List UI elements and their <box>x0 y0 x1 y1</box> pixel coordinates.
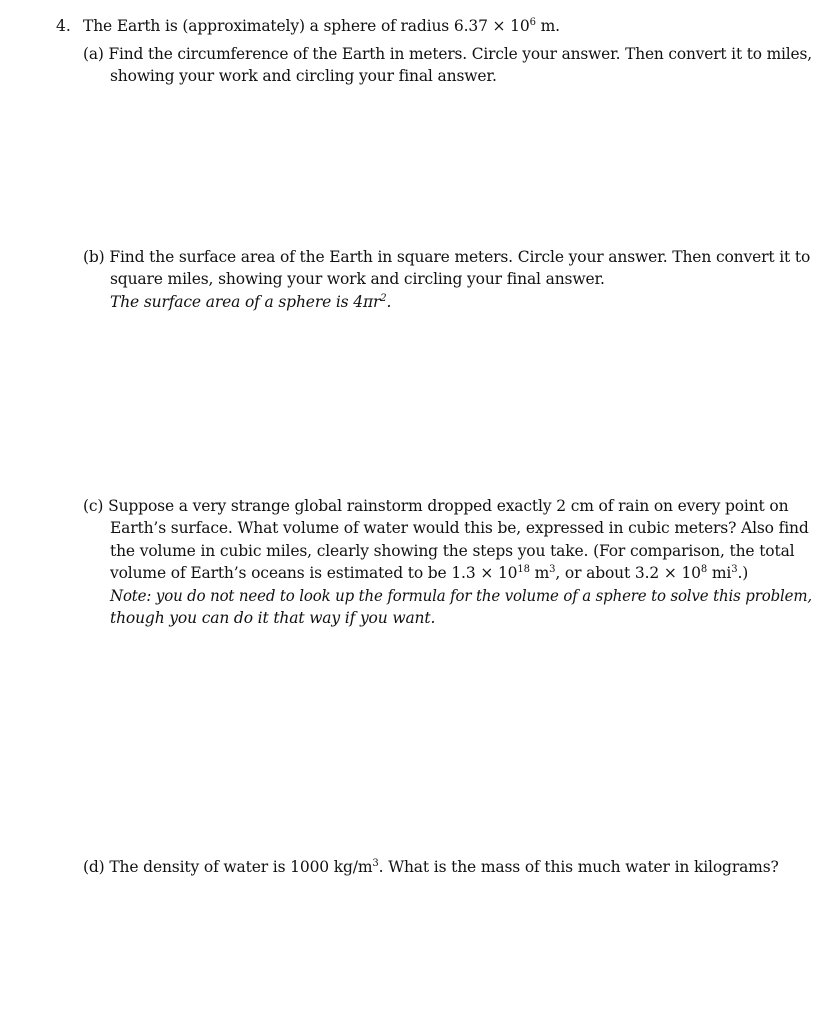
part-c-note1: Note: you do not need to look up the formula for the volume of a sphere to solve this problem, <box>110 587 813 605</box>
part-b-hint: The surface area of a sphere is $4\pi r^2$. <box>110 292 392 311</box>
part-b-label: (b) <box>83 248 105 266</box>
part-c-line1: (c) Suppose a very strange global rainstorm dropped exactly 2 cm of rain on every point on <box>83 497 789 515</box>
part-b-line1: (b) Find the surface area of the Earth in square meters. Circle your answer. Then convert it to <box>83 248 811 266</box>
question-stem: The Earth is (approximately) a sphere of radius $6.37 \times 10^6$ m. <box>83 16 560 35</box>
part-c-line3: the volume in cubic miles, clearly showing the steps you take. (For comparison, the total <box>110 542 795 560</box>
part-a-label: (a) <box>83 45 104 63</box>
part-a-line1: (a) Find the circumference of the Earth in meters. Circle your answer. Then convert it to miles, <box>83 45 812 63</box>
part-c-label: (c) <box>83 497 104 515</box>
part-a-line2: showing your work and circling your final answer. <box>110 67 497 85</box>
part-c-line4: volume of Earth’s oceans is estimated to be $1.3 \times 10^{18}$ $m^3$, or about $3.2 \times 10^8$ $mi^3$.) <box>110 563 749 582</box>
part-d-label: (d) <box>83 858 105 876</box>
question-number: 4. <box>56 17 71 35</box>
part-c-line2: Earth’s surface. What volume of water would this be, expressed in cubic meters? Also find <box>110 519 809 537</box>
part-b-line2: square miles, showing your work and circling your final answer. <box>110 270 605 288</box>
part-c-note2: though you can do it that way if you want. <box>110 609 436 627</box>
part-d-line1: (d) The density of water is 1000 $kg/m^3$. What is the mass of this much water in kilograms? <box>83 857 779 876</box>
